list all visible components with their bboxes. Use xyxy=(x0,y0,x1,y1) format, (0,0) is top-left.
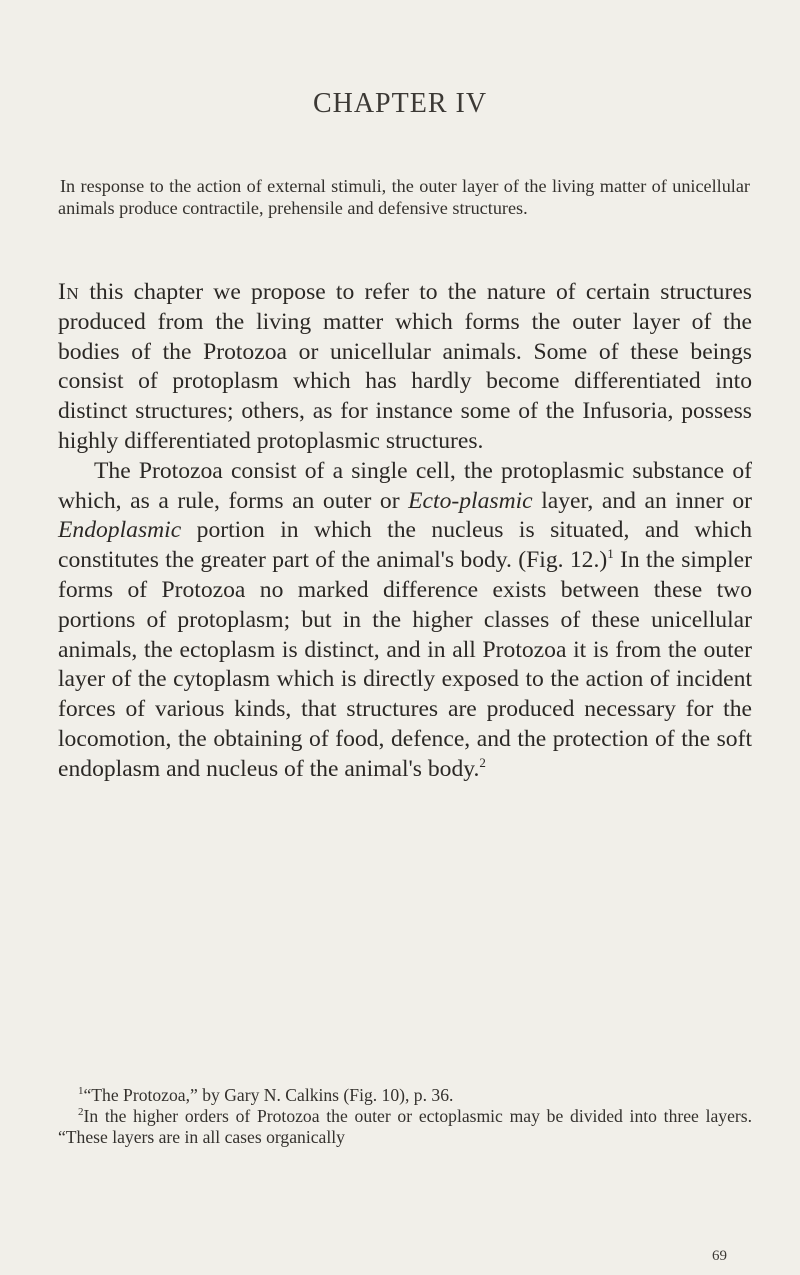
term-ectoplasmic: Ecto-plasmic xyxy=(408,487,533,514)
paragraph-2-part-1: The Protozoa consist of a single cell, the protoplasmic substance of which, as a rule, forms an outer or xyxy=(58,457,752,514)
footnote-1-number: 1 xyxy=(78,1085,84,1098)
footnote-2 xyxy=(58,1106,752,1148)
chapter-heading: CHAPTER IV xyxy=(312,88,488,119)
page-number: 69 xyxy=(712,1248,727,1264)
term-endoplasmic: Endoplasmic xyxy=(58,517,182,544)
footnotes xyxy=(58,1085,752,1148)
footnote-ref-1: 1 xyxy=(607,546,614,562)
footnote-ref-2: 2 xyxy=(479,754,486,770)
footnote-1 xyxy=(58,1085,752,1106)
paragraph-2 xyxy=(58,457,752,785)
paragraph-2-part-4: In the simpler forms of Protozoa no marked difference exists between these two portions of protoplasm; but in the higher classes of these unicellular animals, the ectoplasm is distinct, and in all Protozoa it is from the outer layer of the cytoplasm which is directly exposed to the action of incident forces of various kinds, that structures are produced necessary for the locomotion, the obtaining of food, defence, and the protection of the soft endoplasm and nucleus of the animal's body. xyxy=(58,547,752,782)
footnote-2-number: 2 xyxy=(78,1106,84,1119)
footnote-1-text: “The Protozoa,” by Gary N. Calkins (Fig. 10), p. 36. xyxy=(83,1085,454,1105)
paragraph-2-part-3: portion in which the nucleus is situated, and which constitutes the greater part of the animal's body. (Fig. 12.) xyxy=(58,517,752,574)
chapter-summary: In response to the action of external stimuli, the outer layer of the living matter of unicellular animals produce contractile, prehensile and defensive structures. xyxy=(58,176,750,218)
body-text xyxy=(58,278,752,785)
footnote-2-text: In the higher orders of Protozoa the outer or ectoplasmic may be divided into three layers. “These layers are in all cases organically xyxy=(58,1106,752,1147)
paragraph-1-lead: In xyxy=(58,279,80,305)
paragraph-1 xyxy=(58,278,752,457)
paragraph-2-part-2: layer, and an inner or xyxy=(532,487,752,514)
paragraph-1-text: this chapter we propose to refer to the nature of certain structures produced from the living matter which forms the outer layer of the bodies of the Protozoa or unicellular animals. Some of these beings consist of protoplasm which has hardly become differentiated into distinct structures; others, as for instance some of the Infusoria, possess highly differentiated protoplasmic structures. xyxy=(58,279,752,454)
